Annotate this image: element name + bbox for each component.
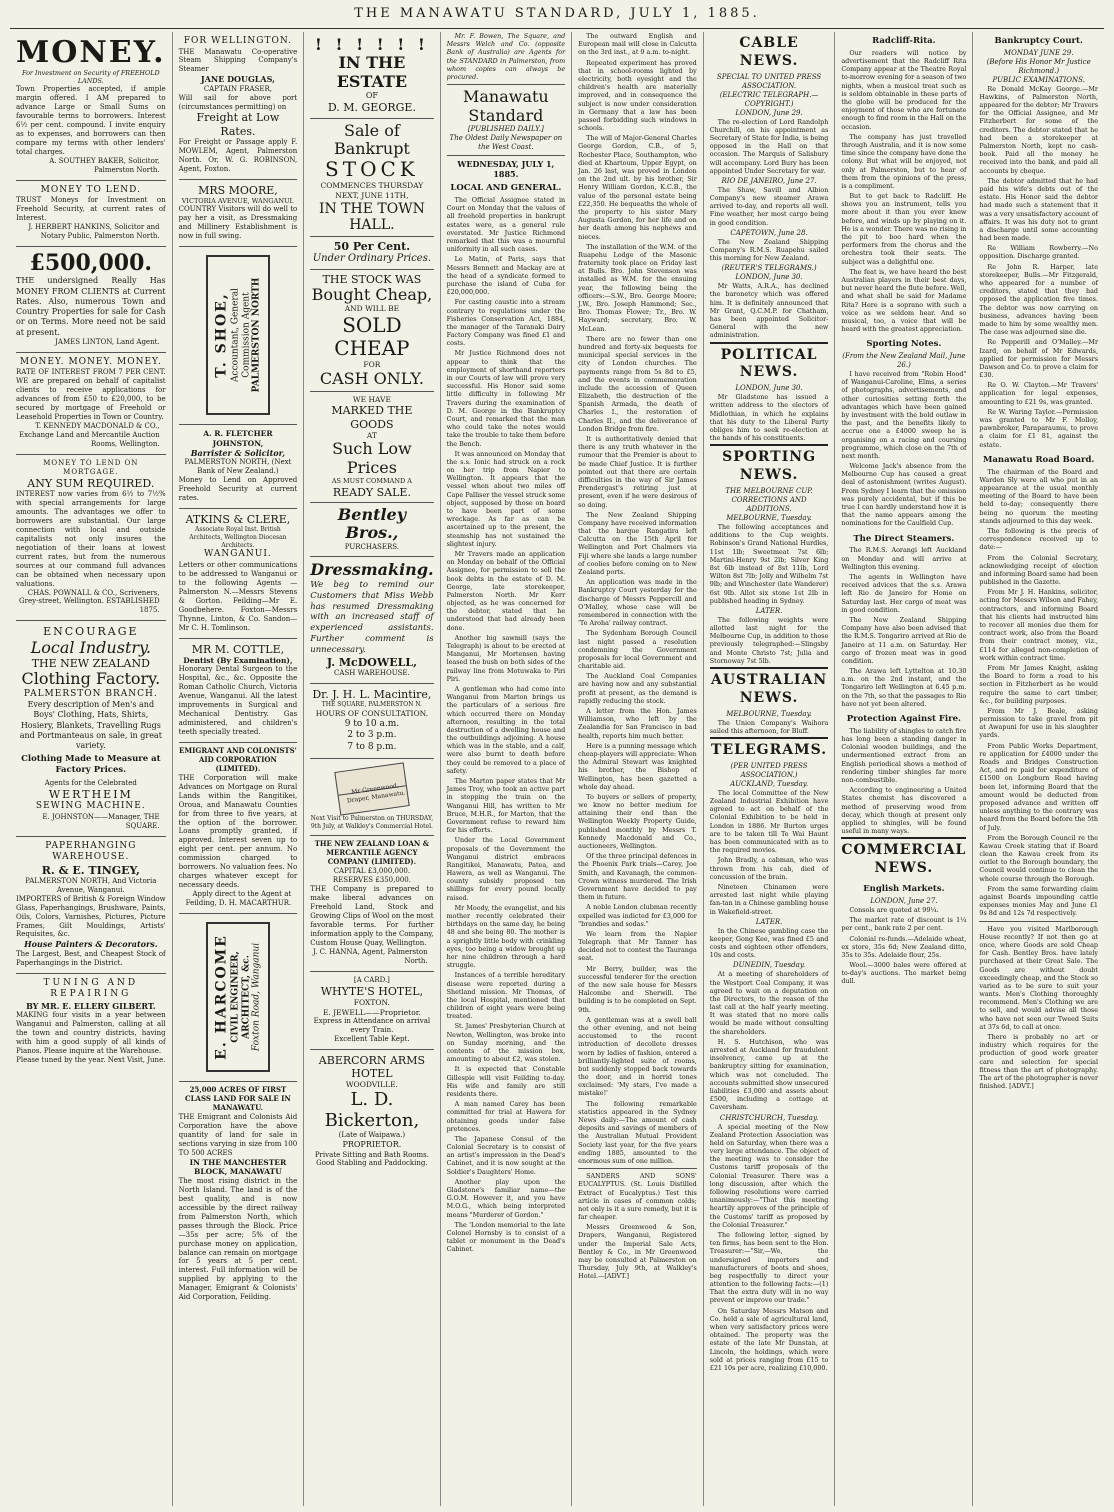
column-3 [304, 32, 440, 1506]
sporting-notes-heading: Sporting Notes. [866, 339, 942, 350]
later2: LATER. [755, 917, 783, 926]
mail-intro: The outward English and European mail will close in Calcutta on the 3rd inst., at 9 a.m. to-night. [578, 32, 697, 57]
wertheim: WERTHEIM [48, 787, 133, 801]
column-1 [10, 32, 173, 1506]
mmm-signer: T. KENNEDY MACDONALD & CO., Exchange Land and Mercantile Auction Rooms, Wellington. [19, 422, 160, 448]
fletcher-role: Barrister & Solicitor, [190, 448, 286, 459]
news-p13: St. James' Presbyterian Church at Newton, Wellington, was broke into on Sunday morning, and the contents of the mission box, amounting to about £2, was stolen. [446, 1022, 566, 1064]
marked: MARKED THE GOODS [331, 404, 413, 431]
excellent: Excellent Table Kept. [334, 1035, 410, 1044]
col8-b3: Re William Rowberry.—No opposition. Discharge granted. [979, 244, 1098, 261]
col8-rb1: The chairman of the Board and Warden Sly were all who put in an appearance at the usual monthly meeting of the Board to have been held to-day; consequently there being no quorum the meeting stands adjourned to this day week. [979, 467, 1098, 525]
col5-p11: Here is a punning message which cheap-players will appreciate: When the Admiral Stewart was knighted his brother, the Bishop of Wellington, has been gazetted a whole day ahead. [578, 741, 697, 791]
col7-s1: I have received from "Robin Hood" of Wanganui-Caroline, Elms, a series of photographs, advertisements, and other curiosities setting forth the advantages which have been gained by investment with the bold outlaw in the past, and the benefits likely to accrue one a £4000 sweep he is organising on a racing and coursing programme, which close on the 7th of next month. [841, 370, 967, 460]
bentley: Bentley Bros., [337, 504, 407, 543]
house-painters: House Painters & Decorators. [24, 939, 158, 950]
col8-rb3: From the Colonial Secretary, acknowledging receipt of election and informing Board same had been published in the Gazette. [979, 553, 1098, 587]
column-2 [173, 32, 305, 1506]
harcome-ad [179, 914, 298, 1082]
mortgage-title: MONEY TO LEND ON MORTGAGE. [43, 458, 139, 476]
amount-ad [16, 247, 166, 353]
fletcher-ad [179, 425, 298, 509]
tshoe-ad [179, 247, 298, 425]
col6-c4: Mr Watts, A.R.A., has declined the baronetcy which was offered him. It is definitely announced that Mr Grant, Q.C.M.P. for Chatham, has been appointed Solicitor-General with the new administration. [709, 282, 829, 340]
column-6 [704, 32, 836, 1506]
public-exam: PUBLIC EXAMINATIONS. [992, 75, 1085, 84]
linton-signer: JAMES LINTON, Land Agent. [55, 337, 160, 346]
gilbert: BY MR. E. ELLERY GILBERT. [26, 1000, 156, 1011]
emigrant-body: THE Corporation will make Advances on Mortgage on Rural Lands within the Rangitikei, Oroua, and Manawatu Counties for from three to five years, at the option of the borrower. Loans promptly granted, if approved. Interest seven up to eight per cent. per annum. No commission charged to borrowers. No valuation fees. No charges whatever except for necessary deeds. [178, 773, 298, 890]
col6-c13: At a meeting of shareholders of the Westport Coal Company, it was agreed to wait on a deputation on the Directors, to the reason of the last call at the half yearly meeting. It was stated that no more calls would be made without consulting the shareholders. [709, 970, 829, 1036]
col5-p19: SANDERS AND SONS' EUCALYPTUS. (St. Louis Distilled Extract of Eucalyptus.) Test this article in cases of common colds; not only is it a sure remedy, but it is far cheaper. [578, 1172, 697, 1222]
anysum-ad [16, 455, 166, 621]
col7-r2: The company has just travelled through Australia, and it is now some time since the company have done the colony. But what will be enjoyed, not only at Palmerston, but to hear of them from the opinions of the press, is a compliment. [841, 132, 967, 190]
col8-rb2: The following is the precis of correspondence received up to date:— [979, 526, 1098, 552]
news-p9: The Marton paper states that Mr James Troy, who took an active part in stopping the train on the Wanganui Hill, has written to Mr Bruce, M.H.R., for Marton, that the Government refuse to reward him for his efforts. [446, 777, 566, 835]
estate-title: IN THE ESTATE [336, 53, 408, 91]
page-columns [10, 32, 1104, 1506]
col7-r3: But to get back to Radcliff. He shows you an instrument, tells you more about it than you ever knew before, and winds up by playing on it. He is a wonder. There was no rising in the pit to boo hard when the performers from the chorus and the orchestra took their seats. The subject was a delightful one. [841, 192, 967, 266]
before: (Before His Honor Mr Justice Richmond.) [986, 57, 1091, 75]
express: Express in Attendance on arrival every Train. [313, 1017, 431, 1035]
exclaim: ! ! ! ! ! ! [314, 35, 429, 54]
col5-p18: The following remarkable statistics appeared in the Sydney News daily:—The amount of cash deposits and savings of members of the Australian Mutual Provident Society last year, for the five years ending 1885, amounted to the enormous sum of one million. [578, 1099, 697, 1165]
col5-p7: An application was made in the Bankruptcy Court yesterday for the discharge of Messrs Peppercill and O'Malley, whose case will be remembered in connection with the 'Te Aroha' railway contract. [578, 578, 697, 628]
christchurch: CHRISTCHURCH, Tuesday. [719, 1113, 819, 1122]
col8-rb6: From Mr J. Beale, asking permission to take gravel from pit at Awapuni for use in his slaughter yards. [979, 706, 1098, 740]
moore-sub: VICTORIA AVENUE, WANGANUI. [181, 196, 295, 205]
private: Private Sitting and Bath Rooms. [314, 1150, 429, 1159]
proprietor: PROPRIETOR. [342, 1140, 402, 1150]
column-8 [973, 32, 1104, 1506]
jane-body: THE Manawatu Co-operative Steam Shipping Company's Steamer [178, 47, 298, 74]
cottle-body: Honorary Dental Surgeon to the Hospital, &c., &c. Opposite the Roman Catholic Church, Victoria Avenue, Wanganui. All the latest improvements in Surgical and Mechanical Dentistry. Gas administered, and children's teeth specially treated. [178, 665, 298, 736]
tingey-stock: The Largest, Best, and Cheapest Stock of Paperhangings in the District. [16, 949, 166, 967]
lend-signer: J. HERBERT HANKINS, Solicitor and Notary Public, Palmerston North. [28, 223, 160, 241]
melb2: MELBOURNE, Tuesday. [726, 709, 812, 718]
news-p15: A man named Carey has been committed for trial at Hawera for obtaining goods under false pretences. [446, 1100, 566, 1133]
tshoe-sub: Accountant, General Commission Agent [230, 288, 251, 382]
col8-b7: Re W. Waring Taylor.—Permission was granted to Mr F. Molloy, pawnbroker, Paraparaumu, to prove a claim for £1 81, against the estate. [979, 407, 1098, 449]
col6-c5: Mr Gladstone has issued a written address to the electors of Midlothian, in which he explains that his duty to the Liberal Party obliges him to seek re-election at the hands of his constituents. [709, 393, 829, 443]
whytes-ad [310, 972, 433, 1050]
masthead: THE MANAWATU STANDARD, JULY 1, 1885. [354, 6, 760, 21]
col5-p9: The Auckland Coal Companies are having now and any substantial profit at present, as the demand is rapidly reducing the stock. [578, 672, 697, 705]
dress-ad [310, 557, 433, 684]
col8-b6: Re O. W. Clayton.—Mr Travers' application for legal expenses, amounting to £21 9s, was granted. [979, 381, 1098, 406]
ready-sale: READY SALE. [332, 485, 411, 499]
gilbert-foot: Please tuned by the year. Next Visit, June. [16, 1055, 166, 1064]
commences: COMMENCES THURSDAY NEXT, JUNE 11TH, [320, 181, 424, 200]
town-hall: IN THE TOWN HALL. [318, 200, 425, 233]
card: [A CARD.] [353, 975, 390, 984]
low-prices: Such Low Prices [332, 439, 412, 477]
dress-body: We beg to remind our Customers that Miss Webb has resumed Dressmaking with an increased staff of experienced assistants. Further comment is unnecessary. [310, 579, 434, 656]
harcome-sub: CIVIL ENGINEER, ARCHITECT, &c. [230, 951, 251, 1043]
bickerton: L. D. Bickerton, [324, 1088, 420, 1131]
col6-c11: Nineteen Chinamen were arrested last night while playing fan-tan in a Chinese gambling house in Wakefield-street. [709, 882, 829, 916]
envelope-caption: Next Visit to Palmerston on THURSDAY, 9th July, at Walkley's Commercial Hotel. [310, 815, 434, 830]
acres-body2: The most rising district in the North Island. The land is of the best quality, and is now accessible by the direct railway from Palmerston North, which passes through the Block. Price—35s per acre; 5% of the purchase money on application, balance can remain on mortgage for 5 years at 5 per cent. interest. Full information will be supplied by applying to the Manager, Emigrant & Colonists' Aid Corporation, Feilding. [178, 1176, 298, 1302]
cottle-title: MR M. COTTLE, [191, 642, 285, 656]
col5-p20: Messrs Greenwood & Son, Drapers, Wanganui, Registered under the Imperial Sale Acts, Bentley & Co., in Mr Greenwood may be consulted at Palmerston on Thursday, July 9th, at Walkley's Hotel.—[ADVT.] [578, 1223, 697, 1281]
mcdowell: J. McDOWELL, [326, 655, 417, 669]
col6-c8: The Union Company's Waihora sailed this afternoon, for Bluff. [709, 718, 829, 735]
mmm-title: MONEY. MONEY. MONEY. [19, 356, 162, 367]
protection-heading: Protection Against Fire. [846, 714, 961, 725]
oldest: The Oldest Daily Newspaper on the West Coast. [449, 133, 563, 151]
col7-f2: According to engineering a United States chemist has discovered a method of preserving wood from decay, which though at present only applied to shingles, will be found useful in many ways. [841, 786, 967, 836]
freight: Freight at Low Rates. [196, 111, 280, 138]
stock-title: STOCK [325, 157, 419, 182]
macintire: Dr. J. H. L. Macintire, [312, 688, 432, 702]
local-industry: Local Industry. [30, 637, 152, 657]
news-p10: Under the Local Government proposals of the Government the Wanganui district embraces Rangitikei, Manawatu, Patea, and Hawera, as well as Wanganui. The county subsidy proposed ten shillings for every pound locally raised. [446, 836, 566, 902]
news-p12: Instances of a terrible hereditary disease were reported during a Shetland mission. Mr Thomas, of the local Hospital, mentioned that children of eight years were being treated. [446, 971, 566, 1021]
tingey: R. & E. TINGEY, [41, 863, 140, 877]
hanna-signer: J. C. HANNA, Agent, Palmerston North. [312, 947, 428, 965]
atkins-ad [179, 509, 298, 638]
dressmaking: Dressmaking. [310, 560, 434, 580]
news-p1: The Official Assignee stated in Court on Monday that the values of all freehold properties in bankrupt estates were, as a general rule overstated. Mr Justice Richmond remarked that this was a mournful uniformity in all such cases. [446, 196, 566, 254]
col6-c12: In the Chinese gambling case the keeper, Gong Kee, was fined £5 and costs and eighteen other offenders, 10s and costs. [709, 926, 829, 960]
tshoe-loc: PALMERSTON NORTH [251, 277, 262, 393]
money-sub: For Investment on Security of FREEHOLD LANDS. [22, 69, 160, 86]
col8-rb8: From the Borough Council re the Kawau Creek stating that if Board clean the Kawau creek from its outlet to the Borough boundary, the Council would continue to clean the whole course through the Borough. [979, 833, 1098, 883]
col5-p6: The New Zealand Shipping Company have received information that the barque Rangatira left Calcutta on the 15th April for Wellington and Port Chalmers via Fiji where she lands a large number of coolies before coming on to New Zealand ports. [578, 510, 697, 576]
woodville: WOODVILLE. [345, 1080, 398, 1090]
col7-d2: The agents in Wellington have received advices that the s.s. Arawa left Rio de Janeiro for Home on Saturday last. Her cargo of meat was in good condition. [841, 573, 967, 614]
news-p7: Another big sawmill (says the Telegraph) is about to be erected at Manganui, Mr Mortensen having leased the bush on both sides of the railway line from Motuwaka to Piri Piri. [446, 633, 566, 683]
envelope-text: Mr Greenwood, Draper, Manawatu. [346, 782, 406, 805]
nzloan-body: THE Company is prepared to make liberal advances on Freehold Land, Stock and Growing Clips of Wool on the most favorable terms. For further information apply to the Company, Custom House Quay, Wellington. [310, 885, 434, 947]
column-5 [572, 32, 704, 1506]
abercorn: ABERCORN ARMS HOTEL [318, 1054, 425, 1081]
anysum-signer: CHAS. POWNALL & CO., Scriveners, Grey-street, Wellington. ESTABLISHED 1875. [19, 588, 160, 615]
at: AT [366, 430, 377, 440]
col6-c2: The Shaw, Savill and Albion Company's new steamer Arawa arrived to-day, and reports all well. Fine weather, her most cargo being in good condition. [709, 185, 829, 227]
col7-s2: Welcome Jack's absence from the Melbourne Cup has caused a great deal of astonishment (writes August). From Sydney I learn that the omission was purely accidental, but if this be true I can hardly understand how it is that the name appears among the nominations for the Caulfield Cup. [841, 462, 967, 528]
masthead-rule [10, 28, 1104, 29]
wellington-title: FOR WELLINGTON. [183, 36, 293, 46]
money-title: MONEY. [16, 35, 166, 70]
col5-p17: A gentleman was at a swell ball the other evening, and not being accustomed to the recent introduction of decollete dresses worn by ladies of fashion, entered a brilliantly-lighted suite of rooms, but suddenly stopped back towards the door, and in horrid tones exclaimed: 'My stars, I've made a mistake!' [578, 1015, 697, 1098]
we-have: WE HAVE [352, 394, 391, 404]
emigrant-signer: Apply direct to the Agent at Feilding, D. H. MACARTHUR. [185, 890, 292, 908]
fletcher-body: Money to Lend on Approved Freehold Security at current rates. [178, 476, 298, 503]
greenwood-ad [310, 759, 433, 836]
column-7 [835, 32, 973, 1506]
tshoe-main: T. SHOE, [213, 292, 230, 378]
for: FOR [363, 359, 381, 369]
col7-m3: Colonial re-funds.—Adelaide wheat, ex store, 35s 6d; New Zealand ditto, 35s to 35s. Adelaide flour, 25s. [841, 934, 967, 959]
big-amount: £500,000. [29, 250, 153, 277]
moore-body: COUNTRY Visitors will do well to pay her a visit, as Dressmaking and Millinery Establishment is now in full swing. [178, 205, 298, 241]
capetown: CAPETOWN, June 28. [730, 228, 808, 237]
notice-italic: Mr. F. Bowen, The Square, and Messrs Welch and Co. (opposite Bank of Australia) are Agents for the STANDARD in Palmerston, from whom copies can always be procured. [446, 32, 566, 81]
dunedin: DUNEDIN, Tuesday. [733, 961, 806, 970]
gilbert-ad [16, 974, 166, 1070]
news-p18: The 'London memorial to the late Colonel Hornsby is to consist of a tablet or monument in the Dead's Cabinet. [446, 1220, 566, 1254]
manchester: IN THE MANCHESTER BLOCK, MANAWATU [189, 1157, 287, 1177]
col8-b2: The debtor admitted that he had paid his wife's debts out of the estate. His Honor said the debtor had made such a statement that it was a very unsatisfactory account of affairs. It was his duty not to grant a discharge until some accounting had been made. [979, 176, 1098, 243]
acres-ad [179, 1082, 298, 1307]
col6-c7: The following weights were allotted last night for the Melbourne Cup, in addition to those previously telegraphed:—Slingsby and Monte Christo 7st; Julia and Stornoway 7st 5lb. [709, 615, 829, 665]
will-be: AND WILL BE [344, 304, 400, 314]
jewell: E. JEWELL——Proprietor. [322, 1007, 421, 1017]
harcome-loc: Foxton Road, Wanganui [251, 942, 262, 1052]
factory-body: Every description of Men's and Boys' Clothing, Hats, Shirts, Hosiery, Blankets, Travelling Rugs and Portmanteaus on sale, in great variety. [19, 700, 162, 750]
news-p11: Mr Moody, the evangelist, and his mother recently celebrated their birthdays on the same day, he being 48 and she being 80. The mother is a sprightly little body with crinkling eyes, too being a widow brought up her nine children through a hard struggle. [446, 903, 566, 970]
col6-c1: The re-election of Lord Randolph Churchill, on his appointment as Secretary of State for India, is being opposed in the Hall on that occasion. The Marquis of Salisbury will accompany. Lord Bury has been appointed Under Secretary for war. [709, 117, 829, 175]
factory-ad [16, 621, 166, 836]
col6-c14: H. S. Hutchison, who was arrested at Auckland for fraudulent insolvency, came up at the bankruptcy sitting for examination, which was not concluded. The accounts submitted show unsecured liabilities £3,000 and assets about £500, including a cottage at Caversham. [709, 1037, 829, 1112]
col8-b1: Re Donald McKay George.—Mr Hawkins, of Palmerston North, appeared for the debtor; Mr Travers for the Official Assignee, and Mr Fitzherbert for some of the creditors. The debtor stated that he had been a storekeeper at Palmerston North, kept no cash-book. Paid all the money he received into the bank, and paid all accounts by cheque. [979, 84, 1098, 175]
lend-title: MONEY TO LEND. [40, 184, 141, 195]
anysum-title: ANY SUM REQUIRED. [27, 476, 155, 490]
whytes: WHYTE'S HOTEL, [320, 984, 424, 998]
cable-eleg: (ELECTRIC TELEGRAPH.—COPYRIGHT.) [719, 90, 819, 108]
tingey-body: IMPORTERS of British & Foreign Window Glass, Paperhangings, Brushware, Paints, Oils, Colors, Varnishes, Pictures, Picture Frames, Gilt Mouldings, Artists' Requisites, &c. [16, 894, 166, 939]
acres-title: 25,000 ACRES OF FIRST CLASS LAND FOR SALE IN MANAWATU. [185, 1085, 291, 1112]
political-heading: POLITICAL NEWS. [710, 342, 829, 385]
under: Under Ordinary Prices. [312, 252, 432, 264]
cable-special: SPECIAL TO UNITED PRESS ASSOCIATION. [716, 72, 822, 90]
col5-p13: Of the three principal defences in the Phoenix Park trials—Carey, Joe Smith, and Kavanagh, the common-Crown witness murdered. The Irish Government have decided to pay them in future. [578, 852, 697, 902]
money-signer: A. SOUTHEY BAKER, Solicitor, Palmerston North. [49, 157, 160, 174]
hours-1: 9 to 10 a.m. [344, 718, 400, 729]
clients-body: THE undersigned Really Has MONEY FROM CLIENTS at Current Rates. Also, numerous Town and Country Properties for sale for Cash or on Terms. More need not be said at present. [16, 276, 166, 337]
col5-p16: Mr Berry, builder, was the successful tenderer for the erection of the new sale house for Messrs Halcombe and Sherwill. The building is to be completed on Sept. 9th. [578, 964, 697, 1014]
col6-c10: John Bradly, a cabman, who was thrown from his cab, died of concussion of the brain. [709, 856, 829, 881]
col7-s0: (From the New Zealand Mail, June 26.) [842, 352, 966, 370]
news-p2: Le Matin, of Paris, says that Messrs Bennett and Mackay are at the head of a syndicate formed to purchase the island of Cuba for £20,000,000. [446, 255, 566, 297]
harcome-main: E. HARCOME [213, 934, 230, 1060]
gilbert-body: MAKING four visits in a year between Wanganui and Palmerston, calling at all the town and country districts, having with him a good supply of all kinds of Pianos. Please inquire at the Warehouse. [16, 1010, 166, 1055]
col6-c6: The following acceptances and additions to the Cup weights. Robinson's Grand National Hurdles, 11st 1lb; Sweetmeat 7st 6lb; Martini-Henry 9st 2lb; Silver King 8st 6lb instead of 8st 11lb, Lord Wilton 8st 7lb; Jolly and Wilhelm 7st 9lb; and Winchester (late Wanderer) 6st 9lb. Allot six stone 1st 2lb in published heading in Sydney. [709, 523, 829, 605]
london3: LONDON, June 30. [735, 384, 803, 393]
date: WEDNESDAY, JULY 1, 1885. [457, 158, 555, 179]
nzloan-title: THE NEW ZEALAND LOAN & MERCANTILE AGENCY COMPANY (LIMITED). [314, 839, 430, 867]
col5-p12: To buyers or sellers of property, we know no better medium for attaining their end than the Wellington Weekly Property Guide, published monthly by Messrs T. Kennedy Macdonald and Co., auctioneers, Wellington. [578, 792, 697, 850]
bankrupt-stock-ad [310, 32, 433, 557]
sporting-heading: SPORTING NEWS. [710, 444, 829, 487]
waipawa: (Late of Waipawa.) [338, 1131, 406, 1140]
col8-rb9: From the same forwarding claim against Boards impounding cattle expenses monies May and June £1 9s 8d and 12s 7d respectively. [979, 884, 1098, 918]
johnston-signer: E. JOHNSTON——Manager, THE SQUARE. [42, 812, 160, 830]
col6-c9: The local Committee of the New Zealand Industrial Exhibition have agreed to act on behalf of the Colonial Exhibition to be held in London in 1886. Mr Burton urges are to be taken till Te Wai Haunt has been communicated with as to the required movies. [709, 788, 829, 855]
news-p17: Another play upon the Gladstone's familiar name—the G.O.M. However it, and you have M.O.G., which being interpreted means "Murderer of Gordon." [446, 1177, 566, 1219]
hours-2: 2 to 3 p.m. [347, 730, 397, 741]
jane-sail: Will sail for above port (circumstances permitting) on [178, 93, 298, 111]
sold-cheap: SOLD CHEAP [334, 312, 410, 360]
col8-rb7: From Public Works Department, re application for £4000 under the Roads and Bridges Construction Act, and re paid for expenditure of £1500 on Longburn Road having been let, informing Board that the amount would be deducted from proposed advance and written off unless anything to the contrary was heard from the Board before the 5th of July. [979, 741, 1098, 832]
col6-c15: A special meeting of the New Zealand Protection Association was held on Saturday, when there was a very large attendance. The object of the meeting was to consider the Customs tariff proposals of the Colonial Treasurer. There was a long discussion, after which the following resolutions were carried unanimously:—"That this meeting heartily approves of the principle of the Customs' tariff as proposed by the Colonial Treasurer." [709, 1122, 829, 1229]
nz-factory-1: THE NEW ZEALAND [31, 656, 150, 670]
macintire-ad [310, 684, 433, 759]
cash-only: CASH ONLY. [319, 368, 424, 388]
later: LATER. [755, 606, 783, 615]
cable-heading: CABLE NEWS. [739, 35, 799, 69]
mmm-body: RATE OF INTEREST FROM 7 PER CENT. WE are prepared on behalf of capitalist clients to receive applications for advances of from £50 to £20,000, to be secured by mortgage of Freehold or Leasehold Properties in Town or Country. [16, 368, 166, 422]
clothing-measure: Clothing Made to Measure at Factory Prices. [21, 754, 161, 776]
palm-branch: PALMERSTON BRANCH. [23, 688, 158, 699]
english-markets-heading: English Markets. [863, 884, 945, 895]
money-body: Town Properties accepted, if ample margin offered. I AM prepared to advance Large or Small Sums on favourable terms to borrowers. Interest 6½ per cent. compound. I invite enquiry as to expenses, and borrowers can then compare my terms with other lenders' total charges. [16, 85, 166, 157]
cottle-role: Dentist (By Examination), [183, 655, 293, 665]
tuning: TUNING AND REPAIRING [43, 977, 139, 1000]
jane-name: JANE DOUGLAS, [200, 74, 275, 85]
encourage-title: ENCOURAGE [43, 625, 139, 639]
col5-p5: It is authoritatively denied that there is any truth whatever in the rumour that the Premier is about to be made Chief Justice. It is further pointed out that there are certain difficulties in the way of Sir James Prendergast's retiring just at present, even if he were desirous of so doing. [578, 435, 697, 509]
london2: LONDON, June 30. [735, 273, 803, 282]
monday: MONDAY JUNE 29. [1003, 48, 1074, 57]
emigrant-ad [179, 743, 298, 914]
harcome-rotated [206, 922, 270, 1072]
local-heading: LOCAL AND GENERAL. [450, 183, 562, 194]
foxton: FOXTON. [353, 997, 390, 1007]
col6-c3: The New Zealand Shipping Company's R.M.S. Ruapehu sailed this morning for New Zealand. [709, 237, 829, 263]
sewing: SEWING MACHINE. [35, 801, 146, 812]
published: [PUBLISHED DAILY.] [467, 124, 544, 133]
australian-heading: AUSTRALIAN NEWS. [710, 667, 829, 710]
lend-ad [16, 181, 166, 247]
col8-b5: Re Pepperill and O'Malley.—Mr Izard, on behalf of Mr Edwards, applied for permission for Messrs Dawson and Co. to prove a claim for £30. [979, 338, 1098, 380]
reuter: (REUTER'S TELEGRAMS.) [721, 264, 817, 273]
nzloan-ad [310, 836, 433, 971]
money-ad [16, 32, 166, 181]
telegrams-heading: TELEGRAMS. [710, 737, 829, 762]
macintire-loc: THE SQUARE, PALMERSTON N. [321, 701, 423, 709]
cottle-ad [179, 639, 298, 743]
col7-m4: Wool.—3000 bales were offered at to-day's auctions. The market being dull. [841, 961, 967, 986]
col8-b4: Re John R. Harper, late storekeeper, Bulls.—Mr Fitzgerald, who appeared for a number of creditors, stated that they had opposed the application five times. The debtor was now carrying on business, advances having been made to him by some wealthy men. The case was adjourned sine die. [979, 262, 1098, 337]
sale-title: Sale of Bankrupt [333, 120, 410, 158]
col5-p3: The installation of the W.M. of the Ruapehu Lodge of the Masonic fraternity took place on Friday last at Bulls. Bro. John Stevenson was installed as W.M. for the ensuing year, the following being the officers:—S.W., Bro. George Moore; J.W., Bro. Joseph Hammond; Sec., Bro. Thomas Flower; Tr., Bro. W. Hayward; secretary, Bro. W. McLean. [578, 242, 697, 333]
news-p8: A gentleman who had come into Wanganui from Marton brings us the particulars of a serious fire which occurred there on Monday afternoon, resulting in the total destruction of a dwelling house and the outbuildings adjoining. A house which was in the stable, and a calf, were also burnt to death before they could be removed to a place of safety. [446, 684, 566, 775]
melbourne-cup: THE MELBOURNE CUP. [725, 487, 813, 496]
column-4 [441, 32, 573, 1506]
moore-ad [179, 180, 298, 247]
col6-c16: The following letter, signed by ten firms, has been sent to the Hon. Treasurer:—"Sir,—We, the undersigned importers and manufacturers of boots and shoes, beg respectfully to direct your attention to the following facts:—(1) That the extra duty will in no way prevent or improve our trade." [709, 1230, 829, 1305]
fifty: 50 Per Cent. [333, 239, 411, 253]
envelope-icon [334, 762, 409, 815]
purchasers: PURCHASERS. [344, 542, 400, 551]
jane-captain: CAPTAIN FRASER, [203, 84, 272, 93]
freight-apply: For Freight or Passage apply F. MOWLEM, Agent, Palmerston North. Or, W. G. ROBINSON, Agent, Foxton. [178, 137, 298, 173]
col7-r1: Our readers will notice by advertisement that the Radcliff Rita Company appear at the Theatre Royal to-morrow evening for a season of two nights, when a musical treat such as is seldom obtainable in these parts of the globe will be produced for the enjoyment of those who are fortunate enough to find room in the Hall on the occasion. [841, 48, 967, 131]
paperhanging: PAPERHANGING WAREHOUSE. [45, 840, 137, 863]
col7-m1: Consols are quoted at 99¼. [849, 905, 939, 914]
melb: MELBOURNE, Tuesday. [726, 514, 812, 523]
upa: (PER UNITED PRESS ASSOCIATION.) [730, 762, 808, 779]
col5-p1: Repeated experiment has proved that in school-rooms lighted by electricity, both eyesight and the children's health are materially improved, and in consequence the subject is now under consideration in Germany that a law has been passed forbidding such windows in schools. [578, 58, 697, 133]
col7-m2: The market rate of discount is 1¼ per cent., bank rate 2 per cent. [841, 916, 967, 933]
col5-p10: A letter from the Hon. James Williamson, who left by the Zealandia for San Francisco in bad health, reports him much better. [578, 707, 697, 740]
lend-body: TRUST Moneys for Investment on Freehold Security, at current rates of Interest. [16, 196, 166, 223]
as-must: AS MUST COMMAND A [331, 477, 412, 486]
abercorn-ad [310, 1050, 433, 1173]
wellington-ad [179, 32, 298, 180]
stabling: Good Stabling and Paddocking. [316, 1159, 428, 1168]
road-board-heading: Manawatu Road Board. [983, 454, 1095, 465]
corrections: CORRECTIONS AND ADDITIONS. [731, 496, 807, 514]
news-p14: It is expected that Constable Gillespie will visit Feilding to-day. His wife and family are still residents there. [446, 1065, 566, 1098]
hours: HOURS OF CONSULTATION. [315, 708, 429, 718]
col7-d3: The New Zealand Shipping Company have also been advised that the R.M.S. Tongariro arrived at Rio de Janeiro at 11 a.m. on Saturday. Her cargo of frozen meat was in good condition. [841, 615, 967, 665]
radcliff-heading: Radcliff-Rita. [872, 36, 936, 46]
col7-d4: The Arawa left Lyttelton at 10.30 a.m. on the 2nd instant, and the Tongariro left Wellington at 6.45 p.m. on the 7th, so that the passages to Rio have not yet been altered. [841, 667, 967, 708]
rio: RIO DE JANEIRO, June 27. [721, 176, 817, 185]
fletcher-loc: PALMERSTON NORTH, (Next Bank of New Zealand.) [184, 458, 292, 476]
tingey-ad [16, 837, 166, 974]
acres-body: THE Emigrant and Colonists Aid Corporation have the above quantity of land for sale in sections varying in size from 100 TO 500 ACRES [178, 1112, 298, 1157]
tshoe-rotated [206, 255, 270, 415]
reserves: RESERVES £350,000. [332, 876, 411, 885]
col7-d1: The R.M.S. Aorangi left Auckland on Monday and will arrive at Wellington this evening. [841, 546, 967, 571]
col8-rb5: From Mr James Knight, asking the Board to form a road to his section in Fitzherbert as he would require the same to cart timber, &c., for building purposes. [979, 663, 1098, 705]
wertheim-pre: Agents for the Celebrated [44, 778, 137, 787]
news-p3: For casting caustic into a stream contrary to regulations under the Fisheries Conservation Act, 1884, the manager of the Taranaki Dairy Factory Company was fined £1 and costs. [446, 298, 566, 348]
col7-f1: The liability of shingles to catch fire has long been a standing danger in Colonial wooden buildings, and the undermentioned extract from an English periodical shows a method of rendering timber shingles far more non-combustible. [841, 726, 967, 785]
col5-p4: There are no fewer than one hundred and forty-six bequests for municipal special services in the city of London churches. The payments range from 5s 8d to £5, and the events in commemoration include the accession of Queen Elizabeth, the destruction of the Spanish Armada, the death of Charles I., the restoration of Charles II., and the deliverance of London Bridge from fire. [578, 334, 697, 433]
george: D. M. GEORGE. [327, 101, 416, 115]
bankruptcy-heading: Bankruptcy Court. [994, 36, 1083, 46]
london1: LONDON, June 29. [735, 108, 803, 117]
atkins-role: Associate Royal Inst. British Architects, Wellington Diocesan Architects. [189, 526, 287, 549]
col5-p8: The Sydenham Borough Council last night passed a resolution condemning the Government proposals for local Government and charitable aid. [578, 629, 697, 671]
moore-title: MRS MOORE, [198, 183, 278, 197]
cash-warehouse: CASH WAREHOUSE. [334, 669, 410, 678]
emigrant-title: EMIGRANT AND COLONISTS' AID CORPORATION (LIMITED). [179, 745, 297, 773]
col6-c17: On Saturday Messrs Matson and Co. held a sale of agricultural land, when very satisfactory prices were obtained. The property was the estate of the late Mr Dunstan, at Lincoln, the holdings, which were sold at prices ranging from £15 to £21 10s per acre, realizing £10,000. [709, 1306, 829, 1372]
col5-p15: We learn from the Napier Telegraph that Mr Tanner has decided not to contest the Tauranga seat. [578, 929, 697, 963]
col7-r4: The feat is, we have heard the best Australian players in their best days, but never heard the flute before. Well, and what shall be said for Madame Rita? Here is a soprano with such a voice as we seldom hear. And so musical, too, a voice that will be heard with the greatest appreciation. [841, 267, 967, 334]
col5-p14: A noble London clubman recently expelled was indicted for £3,000 for "brandies and sodas." [578, 903, 697, 928]
col8-closing: Have you visited Marlborough House recently? If not then go at once, where Goods are sold Cheap for Cash. Bentley Bros. have lately purchased at their Great Sale. The Goods are without doubt exceedingly cheap, and the Stock so varied as to be sure to suit your wants. Men's Clothing thoroughly recommend. Men's Clothing we are to sell, and would advise all those who have not seen our Tweed Suits at 37s 6d, to call at once. [979, 924, 1098, 1031]
hours-3: 7 to 8 p.m. [347, 741, 397, 752]
london-tue: LONDON, June 27. [870, 897, 938, 906]
auckland: AUCKLAND, Tuesday. [730, 779, 809, 788]
estate-of: OF [365, 91, 378, 101]
mmm-ad [16, 353, 166, 455]
col8-rb4: From Mr J. H. Hankins, solicitor, acting for Messrs Wilson and Fahey, contractors, and informing Board that his clients had instructed him to recover all monies due them for contract work, also from the Board from their contract money, viz., £114 for alleged non-completion of work within contract time. [979, 588, 1098, 662]
atkins-body: Letters or other communications to be addressed to Wanganui or to the following Agents — Palmerston N.—Messrs Stevens & Gorton. Feilding—Mr E. Goodbehere. Foxton—Messrs Thynne, Linton, & Co. Sandon—Mr C. H. Tomlinson. [178, 560, 298, 632]
direct-steamers-heading: The Direct Steamers. [853, 533, 955, 544]
news-p4: Mr Justice Richmond does not appear to think that the employment of shorthand reporters in our Courts of law will prove very successful. His Honor said some little difficulty in following Mr Travers during the examination of D. M. George in the Bankruptcy Court, and remarked that the man who could take the notes would take the trouble to take them before the Bench. [446, 349, 566, 448]
news-p16: The Japanese Consul of the Colonial Secretary is to consist of an artist's impression in the Dead's Cabinet, and it is now sought at the Soldier's Daughters' Home. [446, 1134, 566, 1176]
tingey-loc: PALMERSTON NORTH, And Victoria Avenue, Wanganui. [25, 876, 157, 894]
paper-title: Manawatu Standard [463, 87, 549, 125]
bought-cheap: Bought Cheap, [311, 284, 433, 304]
capital: CAPITAL £3,000,000. [333, 867, 411, 876]
news-p6: Mr Travers made an application on Monday on behalf of the Official Assignee, for permission to sell the book debts in the estate of D. M. George, late storekeeper, Palmerston North. Mr Kerr objected, as he was concerned for the debtor, stated that he understood that had already been done. [446, 549, 566, 632]
fletcher-title: A. R. FLETCHER JOHNSTON, [203, 428, 273, 448]
news-p5: It was announced on Monday that the s.s. Ionic had struck on a rock on her trip from Napier to Wellington. It appears that the vessel when about two miles off Cape Palliser the vessel struck some object, supposed by those on board to have been part of some wreckage. As far as can be ascertained up to the present, the steamship has not sustained the slightest injury. [446, 449, 566, 548]
atkins-title: ATKINS & CLERE, [185, 513, 291, 527]
atkins-loc: WANGANUI. [204, 549, 272, 560]
anysum-body: INTEREST now varies from 6½ to 7½% with special arrangements for large amounts. The advantages we offer to borrowers are substantial. Our large connection with local and outside capitalists not only insures the negotiation of their loans at lowest current rates, but from the numerous sources at our command full advances can be obtained when necessary upon valuations. [16, 490, 166, 588]
commercial-heading: COMMERCIAL NEWS. [841, 837, 966, 880]
col8-advt: There is probably no art or industry which requires for the production of good work greater care and selection for special fitness than the art of photography. The art of the photographer is never finished. [ADVT.] [979, 1033, 1099, 1091]
col5-p2: The will of Major-General Charles George Gordon, C.B., of 5, Rochester Place, Southampton, who died at Khartoum, Upper Egypt, on Jan. 26 last, was proved in London on the 2nd ult. by his brother, Sir Henry William Gordon, K.C.B., the value of the personal estate being £22,350. He bequeaths the whole of the property to his sister Mary Augusta Gordon, for her life and on her death among his nephews and nieces. [578, 134, 697, 241]
stock-was: THE STOCK WAS [322, 272, 422, 286]
nz-factory-2: Clothing Factory. [21, 669, 161, 689]
